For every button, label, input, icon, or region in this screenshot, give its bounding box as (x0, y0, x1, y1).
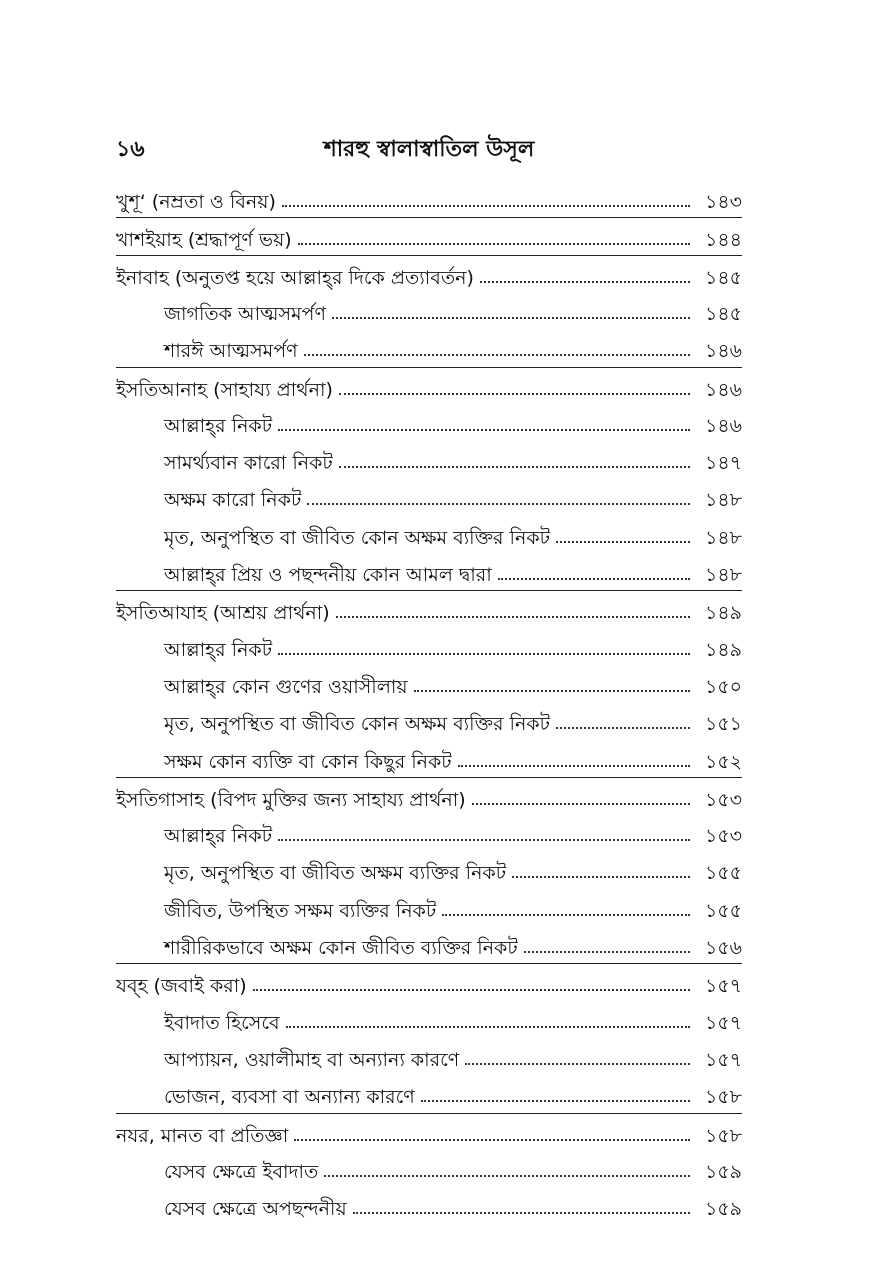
dot-leader (339, 460, 690, 468)
toc-entry (116, 217, 742, 250)
toc-subentry (116, 1187, 742, 1219)
toc-page-number: ১৫২ (704, 750, 742, 773)
dot-leader (324, 1169, 690, 1177)
toc-page-number: ১৫০ (704, 675, 742, 698)
toc-page-number: ১৫৭ (704, 975, 742, 998)
toc-entry-title: মৃত, অনুপস্থিত বা জীবিত কোন অক্ষম ব্যক্তির নিকট (164, 526, 550, 549)
toc-page-number: ১৫৬ (704, 937, 742, 959)
toc-page-number: ১৫৯ (705, 1160, 742, 1183)
dot-leader (278, 647, 690, 655)
toc-entry (116, 367, 742, 400)
toc-page-number: ১৫৫ (705, 862, 742, 885)
dot-leader (458, 759, 690, 767)
running-title: শারহু স্বালাস্বাতিল উসূল (323, 137, 535, 162)
toc-page-number: ১৪৮ (705, 526, 742, 549)
dot-leader (556, 721, 690, 729)
table-of-contents (116, 180, 742, 1220)
toc-entry-title: ইনাবাহ (অনুতপ্ত হয়ে আল্লাহ্‌র দিকে প্রত্যাবর্তন) (116, 266, 474, 289)
toc-entry-title: জীবিত, উপস্থিত সক্ষম ব্যক্তির নিকট (164, 899, 437, 922)
toc-entry-title: যেসব ক্ষেত্রে ইবাদাত (164, 1160, 319, 1183)
toc-subentry (116, 814, 742, 846)
toc-page-number: ১৫৭ (704, 1011, 742, 1034)
toc-entry-title: আল্লাহ্‌র নিকট (164, 825, 273, 848)
toc-entry-title: আল্লাহ্‌র কোন গুণের ওয়াসীলায় (164, 675, 408, 698)
toc-subentry (116, 1075, 742, 1107)
toc-page-number: ১৪৫ (705, 266, 742, 289)
dot-leader (339, 387, 690, 395)
dot-leader (442, 908, 690, 916)
toc-subentry (116, 740, 742, 772)
toc-page-number: ১৪৯ (705, 602, 742, 625)
toc-entry-title: আল্লাহ্‌র প্রিয় ও পছন্দনীয় কোন আমল দ্বারা (164, 564, 492, 586)
toc-subentry (116, 1001, 742, 1033)
toc-entry (116, 590, 742, 623)
toc-entry-title: যব্হ (জবাই করা) (116, 975, 247, 998)
toc-subentry (116, 1038, 742, 1070)
toc-entry-title: খাশইয়াহ (শ্রদ্ধাপূর্ণ ভয়) (116, 229, 292, 252)
dot-leader (421, 1094, 690, 1102)
toc-subentry (116, 329, 742, 361)
toc-subentry (116, 478, 742, 510)
toc-subentry (116, 1150, 742, 1182)
toc-subentry (116, 851, 742, 883)
dot-leader (304, 348, 690, 356)
toc-page-number: ১৫৮ (705, 1086, 742, 1109)
toc-subentry (116, 665, 742, 697)
toc-entry-title: আল্লাহ্‌র নিকট (164, 638, 273, 661)
dot-leader (282, 199, 690, 207)
dot-leader (278, 423, 690, 431)
toc-page-number: ১৫৫ (705, 899, 742, 922)
dot-leader (472, 797, 690, 805)
toc-entry-title: নযর, মানত বা প্রতিজ্ঞা (116, 1124, 289, 1147)
toc-entry (116, 963, 742, 996)
page-header (116, 132, 742, 166)
toc-page-number: ১৪৮ (705, 489, 742, 512)
toc-page-number: ১৫৯ (705, 1198, 742, 1221)
toc-page-number: ১৪৬ (704, 414, 742, 437)
toc-page-number: ১৫১ (705, 713, 742, 736)
toc-entry-title: ইসতিগাসাহ (বিপদ মুক্তির জন্য সাহায্য প্রার্থনা) (116, 788, 466, 811)
toc-page-number: ১৪৬ (704, 378, 742, 401)
toc-subentry (116, 553, 742, 585)
toc-entry (116, 777, 742, 810)
toc-page-number: ১৪৪ (705, 229, 742, 252)
toc-page-number: ১৫৭ (704, 1048, 742, 1071)
dot-leader (480, 275, 690, 283)
toc-entry-title: খুশূ‘ (নম্রতা ও বিনয়) (116, 191, 276, 213)
toc-entry-title: মৃত, অনুপস্থিত বা জীবিত অক্ষম ব্যক্তির নিকট (164, 862, 507, 885)
toc-subentry (116, 516, 742, 548)
toc-entry (116, 255, 742, 288)
toc-page-number: ১৪৬ (704, 340, 742, 363)
dot-leader (332, 311, 690, 319)
dot-leader (556, 535, 690, 543)
toc-page-number: ১৪৯ (705, 638, 742, 661)
dot-leader (336, 610, 690, 618)
toc-page-number: ১৫৩ (704, 825, 742, 848)
toc-entry (116, 1113, 742, 1146)
toc-entry-title: সামর্থ্যবান কারো নিকট (164, 452, 333, 475)
toc-subentry (116, 889, 742, 921)
dot-leader (286, 1020, 690, 1028)
dot-leader (307, 497, 690, 505)
toc-page-number: ১৪৩ (704, 191, 742, 213)
toc-entry-title: ইবাদাত হিসেবে (164, 1011, 280, 1034)
toc-entry (116, 180, 742, 212)
dot-leader (298, 237, 690, 245)
toc-entry-title: আপ্যায়ন, ওয়ালীমাহ বা অন্যান্য কারণে (164, 1048, 460, 1071)
toc-entry-title: ভোজন, ব্যবসা বা অন্যান্য কারণে (164, 1086, 415, 1109)
dot-leader (498, 572, 690, 580)
toc-entry-title: জাগতিক আত্মসমর্পণ (164, 302, 326, 325)
toc-entry-title: অক্ষম কারো নিকট (164, 489, 302, 512)
toc-page-number: ১৪৭ (704, 452, 742, 475)
dot-leader (353, 1206, 690, 1214)
toc-entry-title: ইসতিআযাহ (আশ্রয় প্রার্থনা) (116, 602, 330, 625)
page-number: ১৬ (116, 137, 145, 162)
toc-subentry (116, 404, 742, 436)
dot-leader (253, 983, 690, 991)
toc-entry-title: শারীরিকভাবে অক্ষম কোন জীবিত ব্যক্তির নিকট (164, 937, 518, 959)
dot-leader (465, 1057, 690, 1065)
toc-page-number: ১৪৫ (705, 302, 742, 325)
toc-entry-title: সক্ষম কোন ব্যক্তি বা কোন কিছুর নিকট (164, 750, 452, 773)
dot-leader (414, 684, 690, 692)
toc-page-number: ১৪৮ (705, 564, 742, 586)
toc-entry-title: শারঈ আত্মসমর্পণ (164, 340, 298, 363)
dot-leader (294, 1133, 690, 1141)
toc-subentry (116, 628, 742, 660)
toc-entry-title: আল্লাহ্‌র নিকট (164, 414, 273, 437)
toc-subentry (116, 441, 742, 473)
toc-page-number: ১৫৩ (704, 788, 742, 811)
toc-page-number: ১৫৮ (705, 1124, 742, 1147)
toc-subentry (116, 702, 742, 734)
dot-leader (524, 945, 690, 953)
dot-leader (278, 833, 690, 841)
toc-subentry (116, 292, 742, 324)
toc-subentry (116, 926, 742, 958)
dot-leader (512, 870, 690, 878)
toc-entry-title: ইসতিআনাহ (সাহায্য প্রার্থনা) (116, 378, 333, 401)
toc-entry-title: যেসব ক্ষেত্রে অপছন্দনীয় (164, 1198, 347, 1221)
toc-entry-title: মৃত, অনুপস্থিত বা জীবিত কোন অক্ষম ব্যক্তির নিকট (164, 713, 550, 736)
